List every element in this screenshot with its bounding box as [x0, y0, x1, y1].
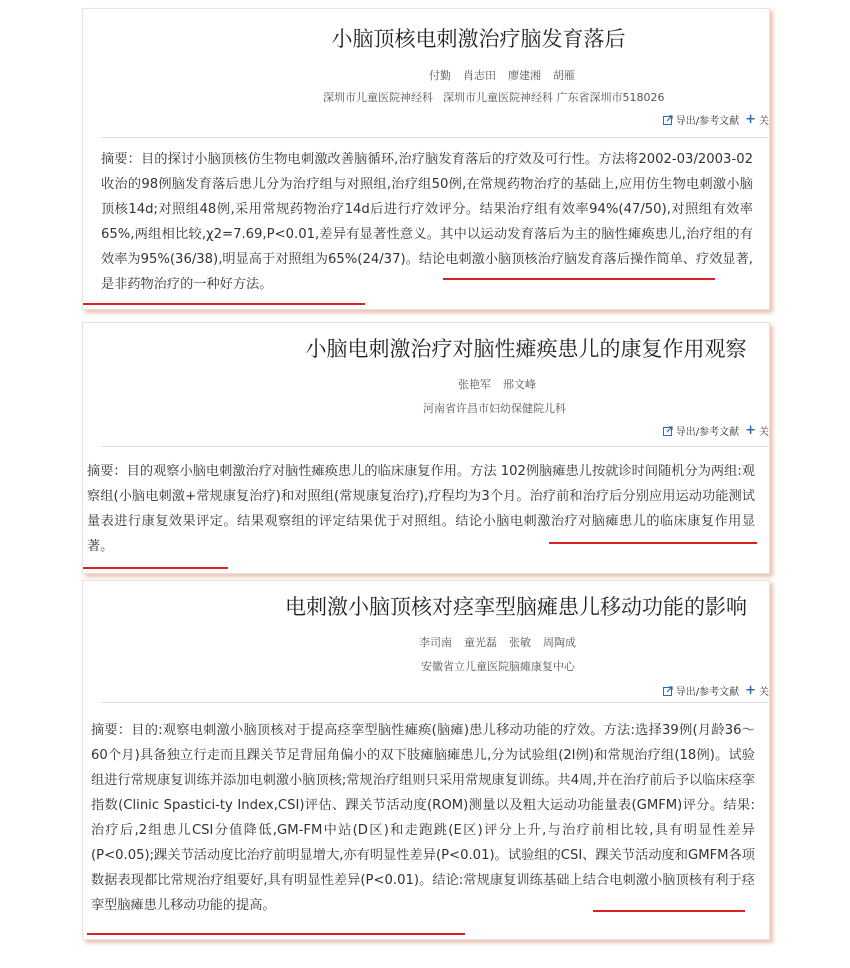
affiliation[interactable]: 深圳市儿童医院神经科 广东省深圳市518026 [443, 91, 665, 104]
conclusion-underline [549, 542, 757, 544]
author-name[interactable]: 邢文峰 [503, 378, 536, 391]
paper-toolbar [663, 683, 769, 698]
author-name[interactable]: 廖建湘 [508, 69, 541, 82]
abstract-text: 摘要：目的探讨小脑顶核仿生物电刺激改善脑循环,治疗脑发育落后的疗效及可行性。方法将2002-03/2003-02收治的98例脑发育落后患儿分为治疗组与对照组,治疗组50例,在常规药物治疗的基础上,应用仿生物电刺激小脑顶核14d;对照组48例,采用常规药物治疗14d后进行疗效评分。结果治疗组有效率94%(47/50),对照组有效率65%,两组相比较,χ2=7.69,P<0.01,差异有显著性意义。其中以运动发育落后为主的脑性瘫痪患儿,治疗组的有效率为95%(36/38),明显高于对照组为65%(24/37)。 [101, 152, 753, 267]
author-name[interactable]: 张敏 [509, 636, 531, 649]
export-citation-link[interactable]: 导出/参考文献 [675, 116, 740, 127]
abstract-conclusion: 结论小脑电刺激治疗对脑瘫患儿的临床康复作用显著。 [87, 514, 756, 554]
abstract-conclusion: 结论电刺激小脑顶核治疗脑发育落后操作简单、疗效显著,是非药物治疗的一种好方法。 [101, 252, 753, 292]
conclusion-underline [83, 303, 365, 305]
author-list [429, 67, 587, 83]
divider [101, 702, 769, 703]
author-name[interactable]: 童光磊 [464, 636, 497, 649]
abstract [91, 718, 755, 918]
author-list [458, 376, 548, 392]
paper-title[interactable]: 电刺激小脑顶核对痉挛型脑瘫患儿移动功能的影响 [285, 595, 747, 619]
export-icon[interactable] [663, 115, 673, 125]
export-citation-link[interactable]: 导出/参考文献 [675, 427, 740, 438]
plus-icon[interactable]: + [745, 682, 756, 698]
affiliation[interactable]: 河南省许昌市妇幼保健院儿科 [423, 402, 566, 415]
paper-toolbar [663, 423, 769, 438]
paper-card-3 [82, 580, 770, 940]
affiliation-list [423, 400, 576, 416]
abstract [101, 147, 753, 297]
author-name[interactable]: 付勤 [429, 69, 451, 82]
paper-title[interactable]: 小脑顶核电刺激治疗脑发育落后 [331, 27, 626, 51]
author-name[interactable]: 胡雁 [553, 69, 575, 82]
author-name[interactable]: 张艳军 [458, 378, 491, 391]
paper-card-1 [82, 8, 770, 310]
abstract-text: 摘要：目的观察小脑电刺激治疗对脑性瘫痪患儿的临床康复作用。方法 102例脑瘫患儿按就诊时间随机分为两组:观察组(小脑电刺激+常规康复治疗)和对照组(常规康复治疗),疗程均为3个月。治疗前和治疗后分别应用运动功能测试量表进行康复效果评定。结果观察组的评定结果优于对照组。 [87, 464, 755, 529]
author-list [419, 634, 588, 650]
author-name[interactable]: 肖志田 [463, 69, 496, 82]
plus-icon[interactable]: + [745, 111, 756, 127]
export-citation-link[interactable]: 导出/参考文献 [675, 687, 740, 698]
paper-toolbar [663, 112, 769, 127]
author-name[interactable]: 李司南 [419, 636, 452, 649]
conclusion-underline [443, 278, 715, 280]
affiliation[interactable]: 安徽省立儿童医院脑瘫康复中心 [421, 660, 575, 673]
conclusion-underline [87, 933, 465, 935]
affiliation-list [421, 658, 585, 674]
author-name[interactable]: 周陶成 [543, 636, 576, 649]
paper-card-2 [82, 322, 770, 574]
follow-link[interactable]: 关 [759, 687, 769, 698]
conclusion-underline [593, 910, 745, 912]
export-icon[interactable] [663, 686, 673, 696]
export-icon[interactable] [663, 426, 673, 436]
abstract-conclusion: 结论:常规康复训练基础上结合电刺激小脑顶核有利于痉挛型脑瘫患儿移动功能的提高。 [91, 873, 755, 913]
affiliation[interactable]: 深圳市儿童医院神经科 [323, 91, 433, 104]
follow-link[interactable]: 关 [759, 427, 769, 438]
abstract-text: 摘要：目的:观察电刺激小脑顶核对于提高痉挛型脑性瘫痪(脑瘫)患儿移动功能的疗效。方法:选择39例(月龄36～60个月)具备独立行走而且踝关节足背屈角偏小的双下肢瘫脑瘫患儿,分为试验组(2l例)和常规治疗组(18例)。试验组进行常规康复训练并添加电刺激小脑顶核;常规治疗组则只采用常规康复训练。共4周,并在治疗前后予以临床痉挛指数(Clinic Spastici-ty Index,CSI)评估、踝关节活动度(ROM)测量以及粗大运动功能量表(GMFM)评分。结果:治疗后,2组患儿CSI分值降低,GM-FM中站(D区)和走跑跳(E区)评分上升,与治疗前相比较,具有明显性差异(P<0.05);踝关节活动度比治疗前明显增大,亦有明显性差异(P<0.01)。试验组的CSI、踝关节活动度和GMFM各项数据表现都比常规治疗组要好,具有明显性差异(P<0.01)。 [91, 723, 755, 888]
conclusion-underline [83, 567, 228, 569]
abstract [87, 459, 755, 559]
follow-link[interactable]: 关 [759, 116, 769, 127]
paper-title[interactable]: 小脑电刺激治疗对脑性瘫痪患儿的康复作用观察 [305, 337, 747, 361]
divider [101, 137, 769, 138]
plus-icon[interactable]: + [745, 422, 756, 438]
affiliation-list [323, 89, 675, 105]
divider [101, 446, 769, 447]
